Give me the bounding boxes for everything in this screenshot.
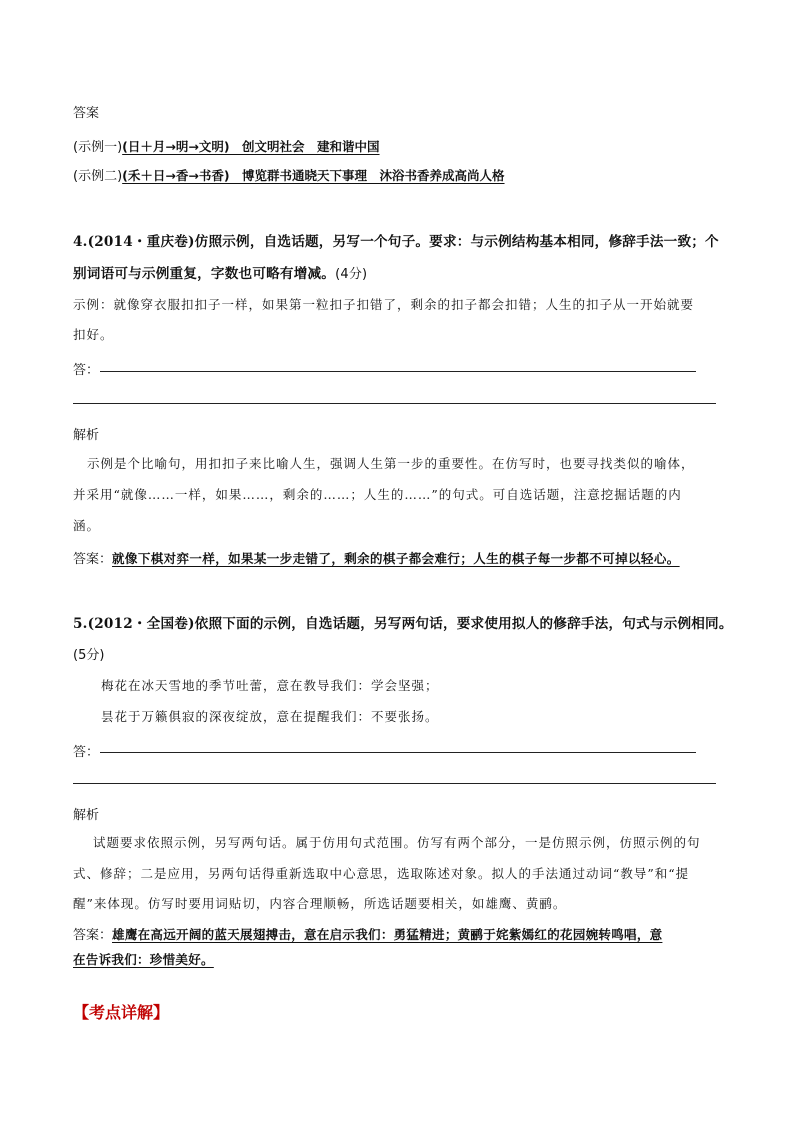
q4-analysis-line-1: 示例是个比喻句，用扣扣子来比喻人生，强调人生第一步的重要性。在仿写时，也要寻找类似的喻体， [87, 456, 695, 471]
q4-stem-line-2 [73, 262, 367, 282]
answer-example-2 [73, 165, 505, 184]
q4-answer-prompt: 答： [73, 363, 100, 378]
q4-analysis-label: 解析 [73, 428, 100, 443]
q4-stem-line-1: 4.(2014・重庆卷)仿照示例，自选话题，另写一个句子。要求：与示例结构基本相同，修辞手法一致；个 [73, 234, 719, 250]
q5-answer [73, 924, 662, 943]
q5-answer-label: 答案： [73, 928, 113, 943]
q5-analysis-line-1: 试题要求依照示例，另写两句话。属于仿用句式范围。仿写有两个部分，一是仿照示例，仿照示例的句 [93, 835, 701, 850]
example-2-text: (禾＋日→香→书香) 博览群书通晓天下事理 沐浴书香养成高尚人格 [122, 168, 505, 183]
q4-analysis-line-2: 并采用“就像……一样，如果……，剩余的……；人生的……”的句式。可自选话题，注意挖掘话题的内 [73, 487, 682, 502]
answer-example-1 [73, 136, 380, 155]
q5-points: (5分) [73, 648, 105, 663]
section-heading: 【考点详解】 [73, 1003, 170, 1022]
q5-example-line-2: 昙花于万籁俱寂的深夜绽放，意在提醒我们：不要张扬。 [101, 709, 439, 724]
q5-stem-line-1: 5.(2012・全国卷)依照下面的示例，自选话题，另写两句话，要求使用拟人的修辞手法，句式与示例相同。 [73, 616, 733, 632]
q5-analysis-label: 解析 [73, 808, 100, 823]
q4-answer-text: 就像下棋对弈一样，如果某一步走错了，剩余的棋子都会难行；人生的棋子每一步都不可掉以轻心。 [112, 551, 680, 566]
q4-example-line-1: 示例：就像穿衣服扣扣子一样，如果第一粒扣子扣错了，剩余的扣子都会扣错；人生的扣子从一开始就要 [73, 297, 695, 312]
example-2-label: (示例二) [73, 169, 123, 184]
q4-example-line-2: 扣好。 [73, 327, 114, 342]
q5-analysis-line-2: 式、修辞；二是应用，另两句话得重新选取中心意思，选取陈述对象。拟人的手法通过动词“教导”和“提 [73, 866, 690, 881]
q5-answer-text-line-2: 在告诉我们：珍惜美好。 [73, 952, 214, 967]
q4-analysis-line-3: 涵。 [73, 518, 101, 533]
q4-stem-text: 别词语可与示例重复，字数也可略有增减。 [73, 266, 336, 282]
example-1-label: (示例一) [73, 140, 123, 155]
q4-answer-line-1[interactable] [100, 371, 696, 372]
example-1-text: (日＋月→明→文明) 创文明社会 建和谐中国 [122, 139, 380, 154]
q4-answer-line-2[interactable] [73, 403, 716, 404]
q5-answer-text-line-1: 雄鹰在高远开阔的蓝天展翅搏击，意在启示我们：勇猛精进；黄鹂于姹紫嫣红的花园婉转鸣唱，意 [112, 927, 663, 942]
q4-answer-label: 答案： [73, 552, 113, 567]
q5-analysis-line-3: 醒”来体现。仿写时要用词贴切，内容合理顺畅，所选话题要相关，如雄鹰、黄鹂。 [73, 896, 567, 911]
q4-points: (4分) [335, 267, 368, 282]
q5-answer-line-2[interactable] [73, 783, 716, 784]
q5-answer-line-1[interactable] [100, 752, 696, 753]
q5-answer-continuation [73, 950, 214, 968]
q5-example-line-1: 梅花在冰天雪地的季节吐蕾，意在教导我们：学会坚强； [101, 678, 439, 693]
q4-answer [73, 548, 680, 567]
q5-answer-prompt: 答： [73, 745, 100, 760]
answer-heading: 答案 [73, 106, 100, 121]
